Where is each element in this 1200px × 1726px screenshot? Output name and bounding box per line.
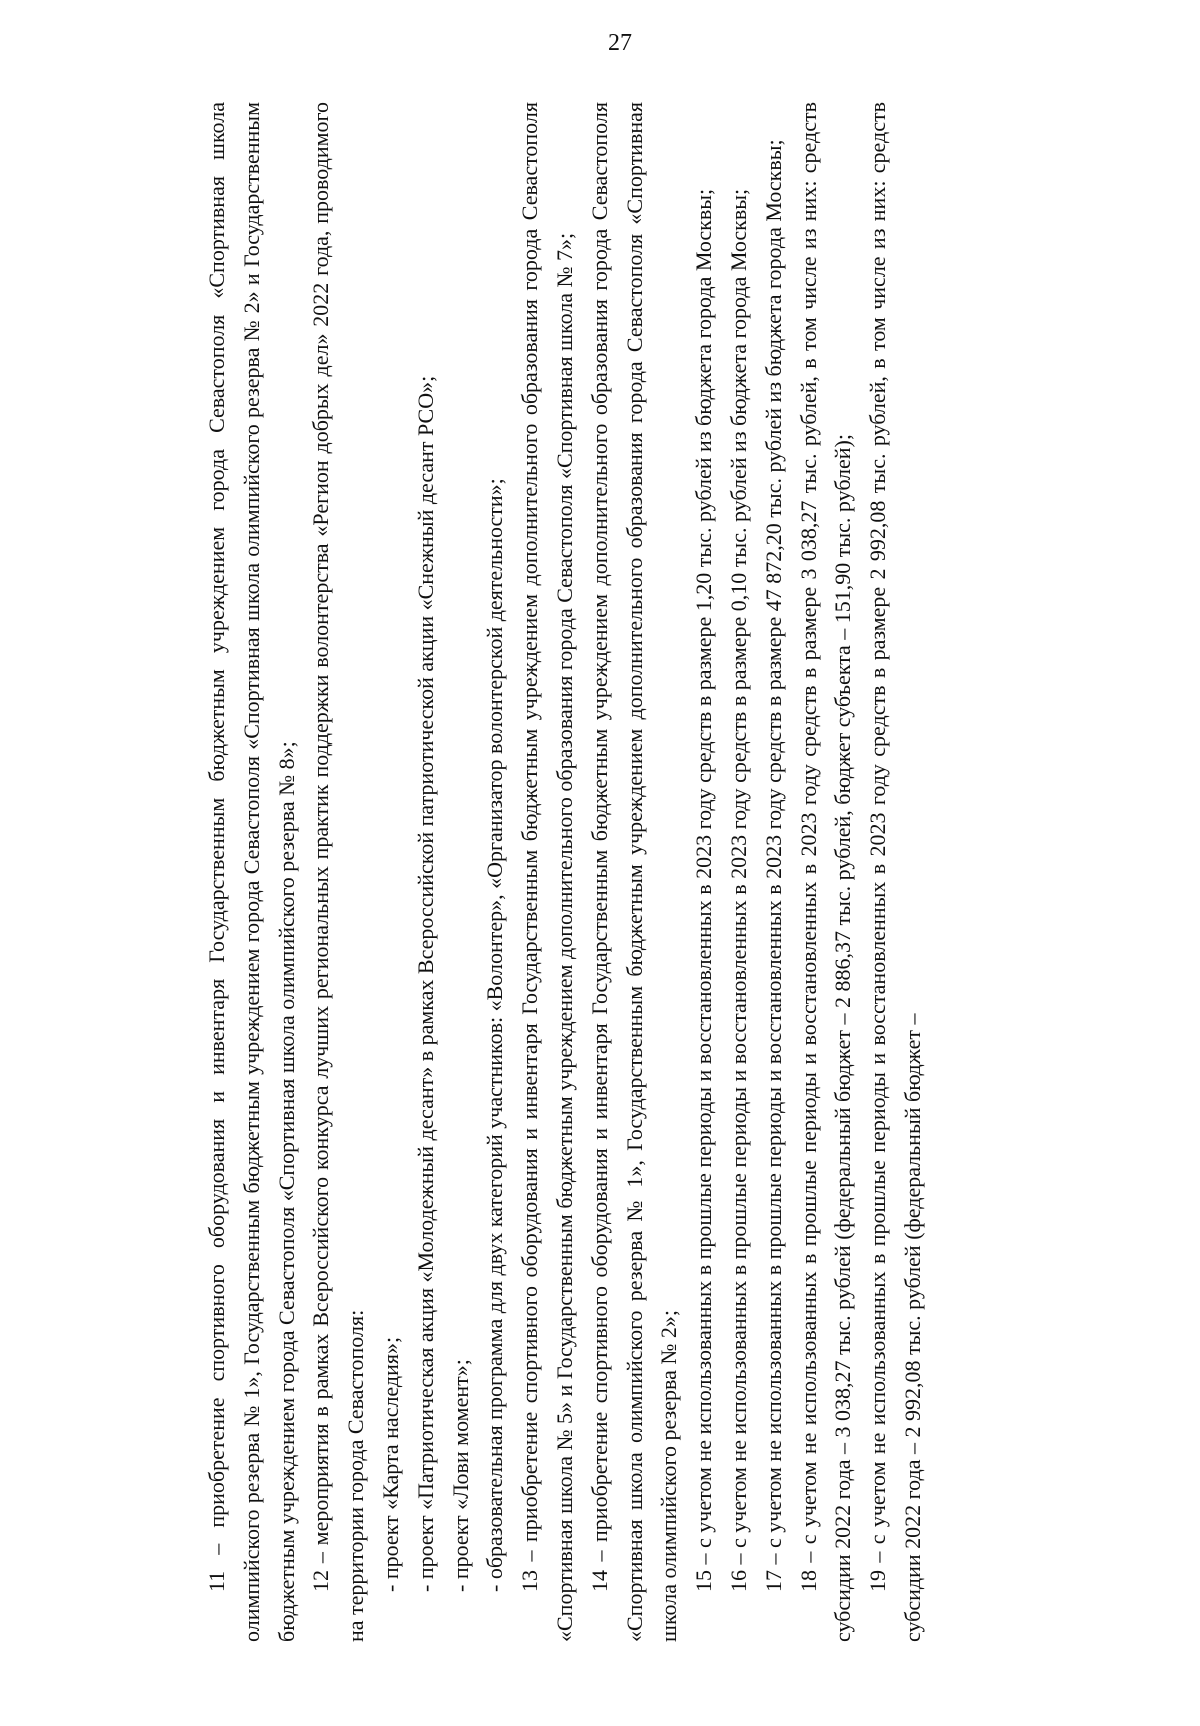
project-molodezhny-desant: - проект «Патриотическая акция «Молодежный десант» в рамках Всероссийской патриотической акции «Снежный десант РСО»; (412, 375, 438, 1592)
note-11-paragraph: 11 – приобретение спортивного оборудования и инвентаря Государственным бюджетным учреждением города Севастополя «Спортивная школа олимпийского резерва № 1», Государственным бюджетным учреждением города Севастополя «Спортивная школа олимпийского резерва № 2» и Государственным бюджетным учреждением города Севастополя «Спортивная школа олимпийского резерва № 8»; (204, 102, 299, 1642)
document-body (200, 102, 931, 1642)
note-16-paragraph: 16 – с учетом не использованных в прошлые периоды и восстановленных в 2023 году средств в размере 0,10 тыс. рублей из бюджета города Москвы; (725, 188, 751, 1592)
educational-program-item: - образовательная программа для двух категорий участников: «Волонтер», «Организатор волонтерской деятельности»; (482, 478, 508, 1592)
page-number: 27 (608, 30, 632, 56)
project-karta-naslediya: - проект «Карта наследия»; (377, 1336, 403, 1592)
project-lovi-moment: - проект «Лови момент»; (447, 1359, 473, 1592)
note-19-paragraph: 19 – с учетом не использованных в прошлые периоды и восстановленных в 2023 году средств в размере 2 992,08 тыс. рублей, в том числе из них: средств субсидии 2022 года – 2 992,08 тыс. рублей (федеральный бюджет – (865, 102, 925, 1642)
note-18-paragraph: 18 – с учетом не использованных в прошлые периоды и восстановленных в 2023 году средств в размере 3 038,27 тыс. рублей, в том числе из них: средств субсидии 2022 года – 3 038,27 тыс. рублей (федеральный бюджет – 2 886,37 тыс. рублей, бюджет субъекта – 151,90 тыс. рублей); (795, 102, 856, 1642)
note-13-paragraph: 13 – приобретение спортивного оборудования и инвентаря Государственным бюджетным учреждением дополнительного образования города Севастополя «Спортивная школа № 5» и Государственным бюджетным учреждением дополнительного образования города Севастополя «Спортивная школа № 7»; (517, 102, 577, 1642)
rotated-text-block (200, 82, 1132, 1642)
note-14-paragraph: 14 – приобретение спортивного оборудования и инвентаря Государственным бюджетным учреждением дополнительного образования города Севастополя «Спортивная школа олимпийского резерва № 1», Государственным бюджетным учреждением дополнительного образования города Севастополя «Спортивная школа олимпийского резерва № 2»; (586, 102, 682, 1642)
note-12-paragraph: 12 – мероприятия в рамках Всероссийского конкурса лучших региональных практик поддержки волонтерства «Регион добрых дел» 2022 года, проводимого на территории города Севастополя: (308, 102, 369, 1642)
note-17-paragraph: 17 – с учетом не использованных в прошлые периоды и восстановленных в 2023 году средств в размере 47 872,20 тыс. рублей из бюджета города Москвы; (760, 139, 786, 1592)
note-15-paragraph: 15 – с учетом не использованных в прошлые периоды и восстановленных в 2023 году средств в размере 1,20 тыс. рублей из бюджета города Москвы; (691, 188, 717, 1592)
